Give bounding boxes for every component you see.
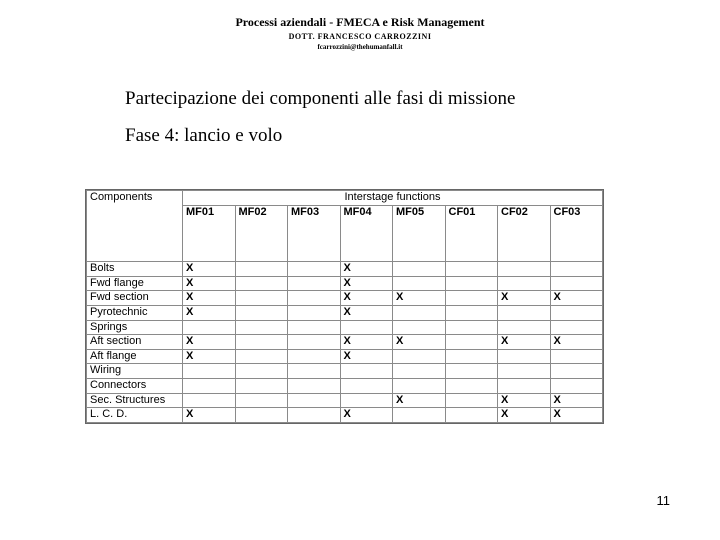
participation-cell (393, 305, 446, 320)
participation-cell (340, 320, 393, 335)
participation-cell (288, 393, 341, 408)
table-row (87, 408, 603, 423)
participation-cell (550, 305, 603, 320)
function-header-cf02: CF02 (498, 206, 551, 262)
phase-heading: Fase 4: lancio e volo (125, 125, 283, 146)
participation-cell: X (340, 408, 393, 423)
participation-cell: X (340, 335, 393, 350)
participation-cell (235, 393, 288, 408)
component-name: Fwd section (87, 291, 183, 306)
participation-cell (288, 349, 341, 364)
participation-cell (498, 276, 551, 291)
participation-cell: X (393, 393, 446, 408)
function-header-cf03: CF03 (550, 206, 603, 262)
participation-cell (340, 379, 393, 394)
participation-cell: X (550, 408, 603, 423)
participation-cell (445, 349, 498, 364)
function-header-mf01: MF01 (183, 206, 236, 262)
participation-cell: X (393, 291, 446, 306)
participation-cell (340, 393, 393, 408)
participation-cell: X (498, 291, 551, 306)
participation-cell (498, 364, 551, 379)
table-row (87, 320, 603, 335)
participation-cell: X (550, 393, 603, 408)
participation-cell (445, 305, 498, 320)
component-name: Aft section (87, 335, 183, 350)
function-header-mf03: MF03 (288, 206, 341, 262)
participation-cell (393, 408, 446, 423)
participation-cell (288, 262, 341, 277)
participation-cell: X (340, 276, 393, 291)
participation-cell (498, 262, 551, 277)
participation-cell (393, 379, 446, 394)
participation-cell (288, 291, 341, 306)
participation-cell: X (498, 335, 551, 350)
participation-cell (393, 349, 446, 364)
participation-cell (235, 408, 288, 423)
participation-cell (288, 408, 341, 423)
participation-cell (550, 320, 603, 335)
participation-cell (393, 320, 446, 335)
participation-cell (445, 335, 498, 350)
participation-cell (445, 408, 498, 423)
participation-cell (498, 305, 551, 320)
participation-cell: X (498, 393, 551, 408)
participation-cell (288, 335, 341, 350)
participation-cell (550, 262, 603, 277)
component-name: Springs (87, 320, 183, 335)
participation-cell (235, 379, 288, 394)
table-row (87, 335, 603, 350)
table-row (87, 393, 603, 408)
participation-cell (445, 379, 498, 394)
component-name: L. C. D. (87, 408, 183, 423)
component-phase-table (86, 190, 603, 423)
participation-cell: X (183, 305, 236, 320)
participation-cell (235, 364, 288, 379)
component-name: Bolts (87, 262, 183, 277)
table-row (87, 379, 603, 394)
participation-cell (235, 335, 288, 350)
function-header-mf02: MF02 (235, 206, 288, 262)
participation-cell (183, 320, 236, 335)
component-name: Pyrotechnic (87, 305, 183, 320)
participation-cell (288, 276, 341, 291)
component-name: Wiring (87, 364, 183, 379)
participation-cell: X (340, 262, 393, 277)
participation-cell: X (183, 262, 236, 277)
participation-cell (445, 276, 498, 291)
author-email: fcarrozzini@thehumanfall.it (317, 43, 403, 51)
page-header (0, 15, 720, 52)
participation-cell (235, 276, 288, 291)
component-name: Sec. Structures (87, 393, 183, 408)
components-column-header: Components (87, 191, 183, 262)
function-header-cf01: CF01 (445, 206, 498, 262)
participation-cell (445, 291, 498, 306)
participation-cell (550, 349, 603, 364)
table-row (87, 291, 603, 306)
participation-cell (235, 305, 288, 320)
participation-cell: X (340, 291, 393, 306)
participation-cell (288, 364, 341, 379)
participation-cell (445, 364, 498, 379)
participation-cell (235, 320, 288, 335)
participation-cell (288, 305, 341, 320)
document-title: Processi aziendali - FMECA e Risk Management (235, 15, 485, 29)
participation-cell (393, 364, 446, 379)
participation-cell: X (183, 408, 236, 423)
participation-cell: X (550, 291, 603, 306)
participation-cell (498, 379, 551, 394)
participation-cell (550, 379, 603, 394)
participation-cell (288, 320, 341, 335)
participation-cell: X (183, 276, 236, 291)
participation-cell (235, 291, 288, 306)
participation-cell (183, 393, 236, 408)
section-heading: Partecipazione dei componenti alle fasi di missione (125, 88, 516, 109)
participation-cell (498, 349, 551, 364)
author-name: DOTT. FRANCESCO CARROZZINI (288, 32, 432, 41)
participation-cell (498, 320, 551, 335)
participation-cell (235, 349, 288, 364)
participation-cell (235, 262, 288, 277)
function-header-mf04: MF04 (340, 206, 393, 262)
function-header-mf05: MF05 (393, 206, 446, 262)
participation-cell (550, 364, 603, 379)
page-number: 11 (656, 493, 670, 508)
table-row (87, 262, 603, 277)
participation-cell (288, 379, 341, 394)
component-name: Connectors (87, 379, 183, 394)
participation-cell (445, 393, 498, 408)
participation-cell (393, 276, 446, 291)
participation-cell (445, 320, 498, 335)
participation-cell (550, 276, 603, 291)
participation-cell (393, 262, 446, 277)
participation-cell (340, 364, 393, 379)
table-row (87, 276, 603, 291)
participation-cell: X (550, 335, 603, 350)
component-name: Aft flange (87, 349, 183, 364)
participation-cell (183, 379, 236, 394)
table-row (87, 305, 603, 320)
component-phase-table-container (85, 189, 604, 424)
participation-cell: X (183, 291, 236, 306)
component-name: Fwd flange (87, 276, 183, 291)
participation-cell: X (183, 335, 236, 350)
table-row (87, 349, 603, 364)
participation-cell (445, 262, 498, 277)
participation-cell (183, 364, 236, 379)
participation-cell: X (393, 335, 446, 350)
interstage-functions-header: Interstage functions (183, 191, 603, 206)
participation-cell: X (498, 408, 551, 423)
participation-cell: X (183, 349, 236, 364)
participation-cell: X (340, 349, 393, 364)
participation-cell: X (340, 305, 393, 320)
table-row (87, 364, 603, 379)
